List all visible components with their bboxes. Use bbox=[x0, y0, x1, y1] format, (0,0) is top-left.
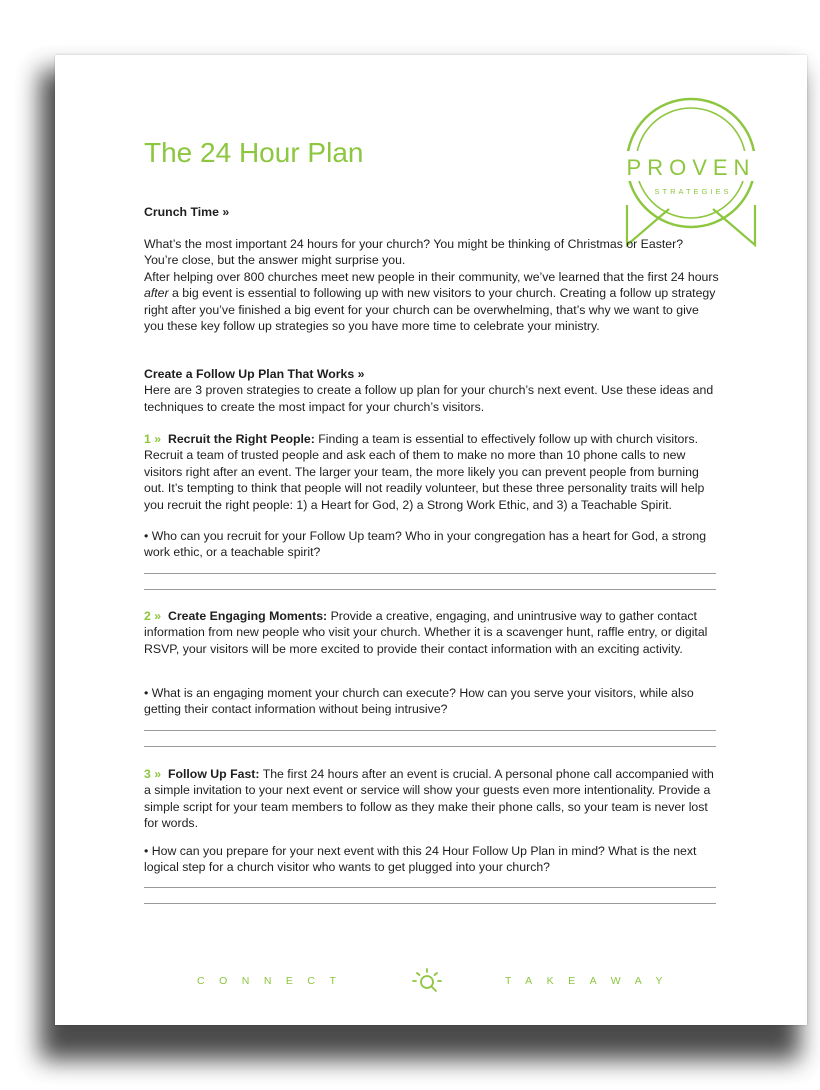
plan-heading: Create a Follow Up Plan That Works » bbox=[144, 367, 365, 381]
strategy-2-answer-lines[interactable] bbox=[144, 730, 716, 762]
strategy-3-number: 3 » bbox=[144, 767, 162, 781]
crunch-body-a: After helping over 800 churches meet new people in their community, we’ve learned that the first 24 hours bbox=[144, 270, 719, 284]
strategy-1-answer-lines[interactable] bbox=[144, 573, 716, 605]
crunch-heading-text: Crunch Time » bbox=[144, 205, 230, 219]
document-page bbox=[55, 55, 807, 1025]
strategy-2-text: Provide a creative, engaging, and unintrusive way to gather contact information from new people who visit your church. Whether it is a scavenger hunt, raffle entry, or digital RSVP, your visitors will be more excited to provide their contact information with an exciting activity. bbox=[144, 609, 708, 656]
answer-line[interactable] bbox=[144, 903, 716, 904]
answer-line[interactable] bbox=[144, 746, 716, 747]
strategy-3-question: • How can you prepare for your next event with this 24 Hour Follow Up Plan in mind? What is the next logical step for a church visitor who wants to get plugged into your church? bbox=[144, 844, 697, 875]
strategy-3-title: Follow Up Fast: bbox=[167, 767, 260, 781]
answer-line[interactable] bbox=[144, 887, 716, 888]
page-footer bbox=[197, 967, 677, 995]
strategy-1-title: Recruit the Right People: bbox=[167, 432, 315, 446]
strategy-3-body bbox=[144, 766, 719, 832]
crunch-heading bbox=[144, 204, 719, 220]
strategy-3-text: The first 24 hours after an event is crucial. A personal phone call accompanied with a simple invitation to your next event or service will show your guests even more intentionality. Provide a simple script for your team members to follow as they make their phone calls, so your team is never lost for words. bbox=[144, 767, 714, 831]
strategy-2-number: 2 » bbox=[144, 609, 162, 623]
strategy-2-body bbox=[144, 608, 719, 657]
strategy-2-title: Create Engaging Moments: bbox=[167, 609, 328, 623]
crunch-intro: What’s the most important 24 hours for your church? You might be thinking of Christmas or Easter? You’re close, but the answer might surprise you. bbox=[144, 237, 684, 268]
magnifier-sun-icon bbox=[411, 967, 445, 995]
plan-section bbox=[144, 366, 719, 415]
answer-line[interactable] bbox=[144, 589, 716, 590]
strategy-1-text: Finding a team is essential to effectively follow up with church visitors. Recruit a team of trusted people and ask each of them to make no more than 10 phone calls to new visitors right after an event. The larger your team, the more likely you can prevent people from burning out. It’s tempting to think that people will not readily volunteer, but these three personality traits will help you recruit the right people: 1) a Heart for God, 2) a Strong Work Ethic, and 3) a Teachable Spirit. bbox=[144, 432, 705, 512]
strategy-3-answer-lines[interactable] bbox=[144, 887, 716, 919]
answer-line[interactable] bbox=[144, 573, 716, 574]
footer-connect: CONNECT bbox=[197, 975, 351, 987]
footer-takeaway: TAKEAWAY bbox=[504, 975, 677, 987]
page-title: The 24 Hour Plan bbox=[144, 137, 364, 168]
strategy-2-question: • What is an engaging moment your church can execute? How can you serve your visitors, while also getting their contact information without being intrusive? bbox=[144, 686, 694, 717]
strategy-1-body bbox=[144, 431, 719, 513]
crunch-body bbox=[144, 269, 719, 335]
strategy-1-number: 1 » bbox=[144, 432, 162, 446]
proven-strategies-seal-icon bbox=[617, 97, 765, 247]
plan-intro: Here are 3 proven strategies to create a follow up plan for your church’s next event. Use these ideas and techniques to create the most impact for your church’s visitors. bbox=[144, 383, 714, 414]
seal-sub-text: STRATEGIES bbox=[654, 187, 732, 196]
seal-main-text: PROVEN bbox=[626, 155, 756, 180]
answer-line[interactable] bbox=[144, 730, 716, 731]
crunch-body-b: a big event is essential to following up with new visitors to your church. Creating a follow up strategy right after you’ve finished a big event for your church can be overwhelming, that’s why we want to give you these key follow up strategies so you have more time to celebrate your ministry. bbox=[144, 286, 716, 334]
crunch-body-emphasis: after bbox=[144, 286, 169, 301]
strategy-1-question: • Who can you recruit for your Follow Up team? Who in your congregation has a heart for God, a strong work ethic, or a teachable spirit? bbox=[144, 529, 707, 560]
